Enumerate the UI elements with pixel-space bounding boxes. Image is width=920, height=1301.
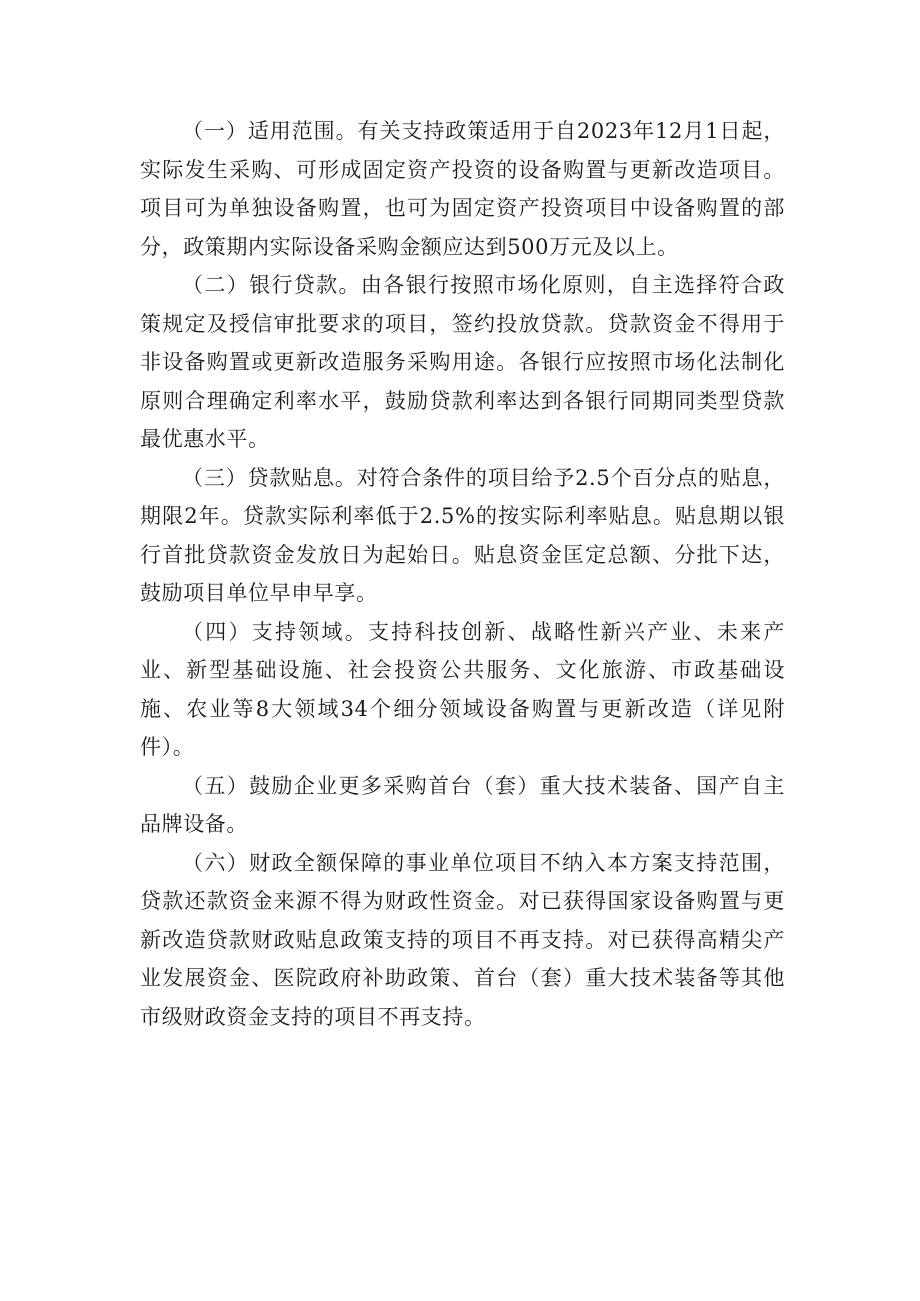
paragraph-scope: （一）适用范围。有关支持政策适用于自2023年12月1日起，实际发生采购、可形成固定资产投资的设备购置与更新改造项目。项目可为单独设备购置，也可为固定资产投资项目中设备购置的部分，政策期内实际设备采购金额应达到500万元及以上。 — [140, 119, 785, 259]
paragraph-support-fields: （四）支持领域。支持科技创新、战略性新兴产业、未来产业、新型基础设施、社会投资公共服务、文化旅游、市政基础设施、农业等8大领域34个细分领域设备购置与更新改造（详见附件）。 — [140, 619, 785, 759]
document-body — [140, 112, 785, 1036]
paragraph-interest-subsidy: （三）贷款贴息。对符合条件的项目给予2.5个百分点的贴息，期限2年。贷款实际利率低于2.5%的按实际利率贴息。贴息期以银行首批贷款资金发放日为起始日。贴息资金匡定总额、分批下达，鼓励项目单位早申早享。 — [140, 465, 785, 605]
paragraph-bank-loans: （二）银行贷款。由各银行按照市场化原则，自主选择符合政策规定及授信审批要求的项目，签约投放贷款。贷款资金不得用于非设备购置或更新改造服务采购用途。各银行应按照市场化法制化原则合理确定利率水平，鼓励贷款利率达到各银行同期同类型贷款最优惠水平。 — [140, 273, 785, 451]
paragraph-exclusions: （六）财政全额保障的事业单位项目不纳入本方案支持范围，贷款还款资金来源不得为财政性资金。对已获得国家设备购置与更新改造贷款财政贴息政策支持的项目不再支持。对已获得高精尖产业发展资金、医院政府补助政策、首台（套）重大技术装备等其他市级财政资金支持的项目不再支持。 — [140, 850, 785, 1029]
paragraph-encourage-purchase: （五）鼓励企业更多采购首台（套）重大技术装备、国产自主品牌设备。 — [140, 773, 785, 836]
